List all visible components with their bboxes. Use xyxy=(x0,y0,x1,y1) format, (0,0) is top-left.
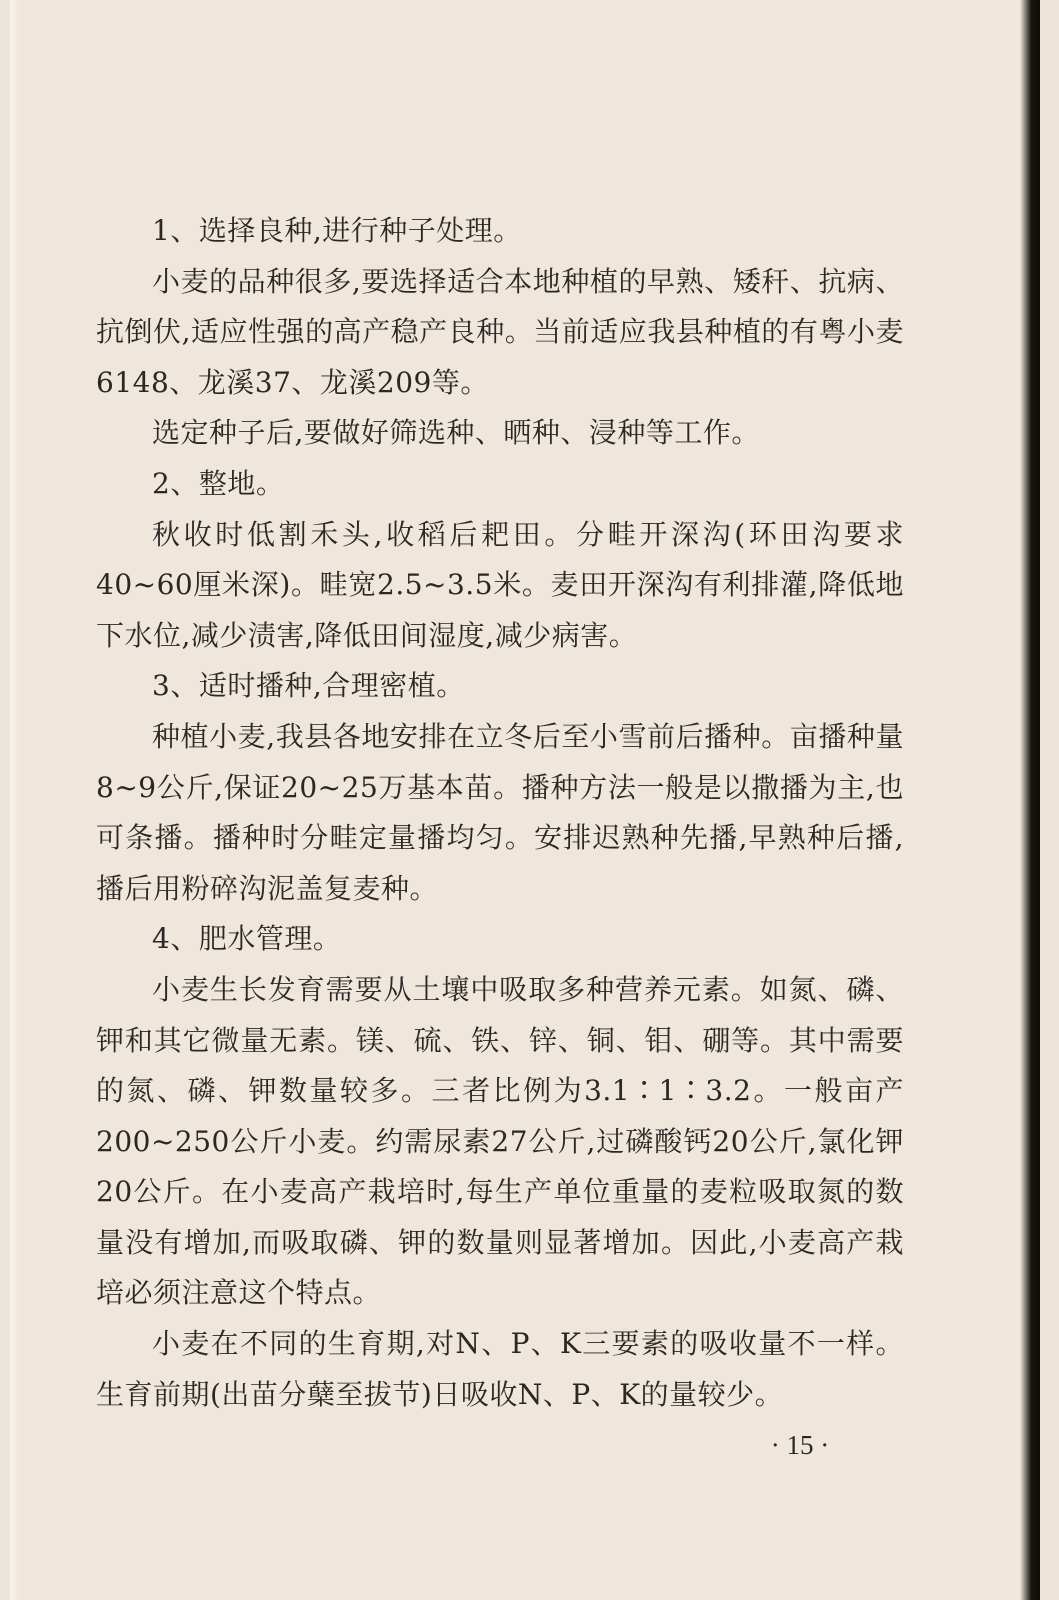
page-left-edge xyxy=(10,0,22,1600)
body-text xyxy=(96,206,904,1420)
section-heading-3: 3、适时播种,合理密植。 xyxy=(152,669,465,703)
section-heading-4: 4、肥水管理。 xyxy=(152,922,342,956)
paragraph: 选定种子后,要做好筛选种、晒种、浸种等工作。 xyxy=(152,416,760,450)
page-right-edge-shadow xyxy=(1020,0,1040,1600)
book-page xyxy=(10,0,1040,1600)
paragraph: 小麦的品种很多,要选择适合本地种植的早熟、矮秆、抗病、抗倒伏,适应性强的高产稳产良种。当前适应我县种植的有粤小麦6148、龙溪37、龙溪209等。 xyxy=(96,264,904,399)
section-heading-1: 1、选择良种,进行种子处理。 xyxy=(152,214,522,247)
paragraph: 种植小麦,我县各地安排在立冬后至小雪前后播种。亩播种量8~9公斤,保证20~25万基本苗。播种方法一般是以撒播为主,也可条播。播种时分畦定量播均匀。安排迟熟种先播,早熟种后播,播后用粉碎沟泥盖复麦种。 xyxy=(96,719,904,905)
section-heading-2: 2、整地。 xyxy=(152,466,285,500)
paragraph: 小麦在不同的生育期,对N、P、K三要素的吸收量不一样。生育前期(出苗分蘖至拔节)日吸收N、P、K的量较少。 xyxy=(96,1327,904,1411)
paragraph: 小麦生长发育需要从土壤中吸取多种营养元素。如氮、磷、钾和其它微量无素。镁、硫、铁、锌、铜、钼、硼等。其中需要的氮、磷、钾数量较多。三者比例为3.1∶1∶3.2。一般亩产200~250公斤小麦。约需尿素27公斤,过磷酸钙20公斤,氯化钾20公斤。在小麦高产栽培时,每生产单位重量的麦粒吸取氮的数量没有增加,而吸取磷、钾的数量则显著增加。因此,小麦高产栽培必须注意这个特点。 xyxy=(96,972,904,1310)
paragraph: 秋收时低割禾头,收稻后耙田。分畦开深沟(环田沟要求40~60厘米深)。畦宽2.5~3.5米。麦田开深沟有利排灌,降低地下水位,减少渍害,降低田间湿度,减少病害。 xyxy=(96,517,904,652)
page-number: · 15 · xyxy=(770,1430,830,1460)
